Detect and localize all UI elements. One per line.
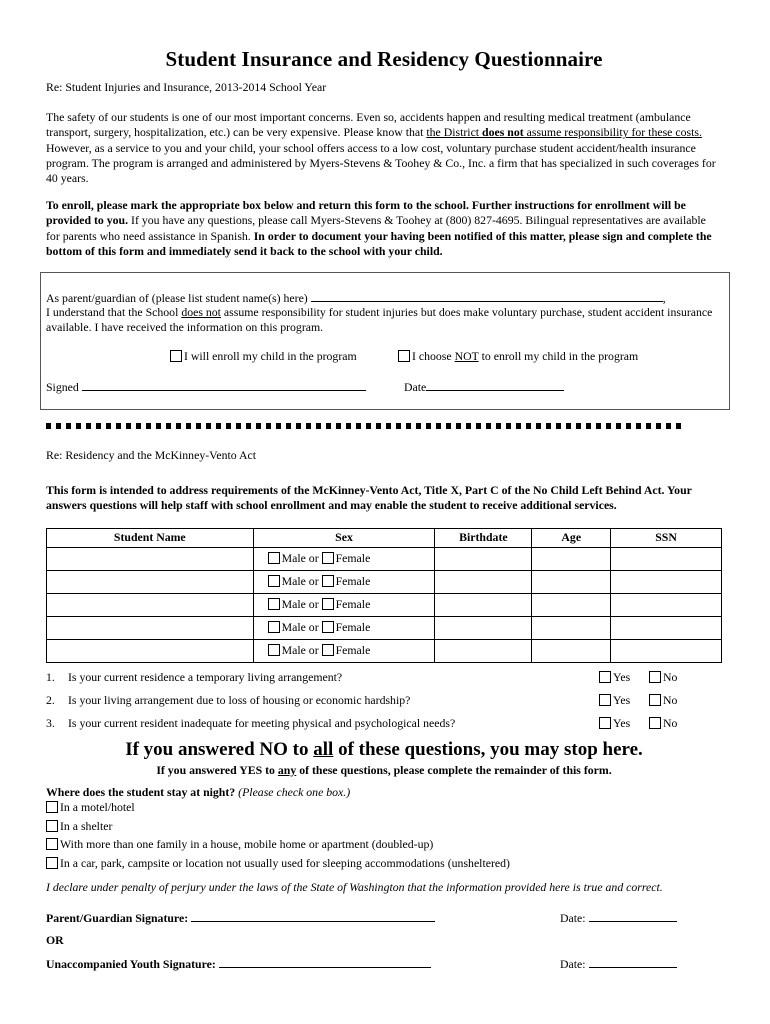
yes-checkbox[interactable] bbox=[599, 694, 611, 706]
night-question: Where does the student stay at night? (Please check one box.) bbox=[46, 785, 351, 799]
ssn-cell[interactable] bbox=[611, 594, 722, 617]
birthdate-cell[interactable] bbox=[435, 571, 532, 594]
understand-text: I understand that the School does not assume responsibility for student injuries but does make voluntary purchase, student accident insurance available. I have received the information on this program. bbox=[46, 305, 713, 335]
student-name-cell[interactable] bbox=[47, 571, 254, 594]
night-option: With more than one family in a house, mobile home or apartment (doubled-up) bbox=[46, 837, 433, 852]
age-cell[interactable] bbox=[532, 548, 611, 571]
enroll-instructions: To enroll, please mark the appropriate box below and return this form to the school. Further instructions for enrollment will be provided to you. If you have any questions, please call Myers-Stevens & Toohey at (800) 827-4695. Bilingual representatives are available for parents who need assistance in Spanish. In order to document your having been notified of this matter, please sign and complete the bottom of this form and immediately send it back to the school with your child. bbox=[46, 198, 712, 258]
enroll-date-field[interactable] bbox=[426, 379, 564, 391]
table-row bbox=[47, 594, 722, 617]
re-residency: Re: Residency and the McKinney-Vento Act bbox=[46, 448, 256, 462]
male-checkbox[interactable] bbox=[268, 575, 280, 587]
or-label: OR bbox=[46, 933, 64, 947]
youth-signature-field[interactable] bbox=[219, 956, 431, 968]
re-insurance: Re: Student Injuries and Insurance, 2013-2014 School Year bbox=[46, 80, 327, 94]
student-name-cell[interactable] bbox=[47, 594, 254, 617]
age-cell[interactable] bbox=[532, 571, 611, 594]
night-option: In a car, park, campsite or location not usually used for sleeping accommodations (unsheltered) bbox=[46, 856, 510, 871]
motel-checkbox[interactable] bbox=[46, 801, 58, 813]
decline-checkbox[interactable] bbox=[398, 350, 410, 362]
male-checkbox[interactable] bbox=[268, 621, 280, 633]
question-3: 3. Is your current resident inadequate for meeting physical and psychological needs? Yes No bbox=[46, 716, 678, 730]
female-checkbox[interactable] bbox=[322, 644, 334, 656]
table-row bbox=[47, 571, 722, 594]
no-checkbox[interactable] bbox=[649, 717, 661, 729]
unsheltered-checkbox[interactable] bbox=[46, 857, 58, 869]
continue-instruction: If you answered YES to any of these questions, please complete the remainder of this form. bbox=[156, 763, 612, 777]
question-1: 1. Is your current residence a temporary living arrangement? Yes No bbox=[46, 670, 678, 684]
birthdate-cell[interactable] bbox=[435, 617, 532, 640]
parent-signature-row: Parent/Guardian Signature: bbox=[46, 910, 435, 926]
table-row bbox=[47, 548, 722, 571]
column-header: Birthdate bbox=[435, 529, 532, 548]
age-cell[interactable] bbox=[532, 594, 611, 617]
ssn-cell[interactable] bbox=[611, 640, 722, 663]
decline-option: I choose NOT to enroll my child in the program bbox=[398, 349, 638, 364]
night-option: In a shelter bbox=[46, 819, 112, 834]
section-divider bbox=[46, 423, 681, 429]
female-checkbox[interactable] bbox=[322, 575, 334, 587]
student-name-cell[interactable] bbox=[47, 617, 254, 640]
ssn-cell[interactable] bbox=[611, 548, 722, 571]
student-names-field[interactable] bbox=[311, 290, 663, 302]
birthdate-cell[interactable] bbox=[435, 548, 532, 571]
student-table bbox=[46, 528, 722, 663]
sex-cell: Male or Female bbox=[253, 594, 435, 617]
sex-cell: Male or Female bbox=[253, 548, 435, 571]
male-checkbox[interactable] bbox=[268, 552, 280, 564]
sex-cell: Male or Female bbox=[253, 640, 435, 663]
question-2: 2. Is your living arrangement due to loss of housing or economic hardship? Yes No bbox=[46, 693, 678, 707]
yes-checkbox[interactable] bbox=[599, 717, 611, 729]
male-checkbox[interactable] bbox=[268, 644, 280, 656]
table-row bbox=[47, 640, 722, 663]
page-title: Student Insurance and Residency Questionnaire bbox=[165, 47, 603, 71]
ssn-cell[interactable] bbox=[611, 571, 722, 594]
parent-date-field[interactable] bbox=[589, 910, 677, 922]
youth-signature-row: Unaccompanied Youth Signature: bbox=[46, 956, 431, 972]
column-header: SSN bbox=[611, 529, 722, 548]
male-checkbox[interactable] bbox=[268, 598, 280, 610]
signed-row: Signed bbox=[46, 379, 366, 395]
birthdate-cell[interactable] bbox=[435, 640, 532, 663]
signature-field[interactable] bbox=[82, 379, 366, 391]
residency-intro: This form is intended to address requirements of the McKinney-Vento Act, Title X, Part C of the No Child Left Behind Act. Your answers questions will help staff with school enrollment and may enable the student to receive additional services. bbox=[46, 483, 692, 513]
column-header: Sex bbox=[253, 529, 435, 548]
yes-checkbox[interactable] bbox=[599, 671, 611, 683]
age-cell[interactable] bbox=[532, 640, 611, 663]
female-checkbox[interactable] bbox=[322, 552, 334, 564]
student-name-cell[interactable] bbox=[47, 548, 254, 571]
table-row bbox=[47, 617, 722, 640]
sex-cell: Male or Female bbox=[253, 571, 435, 594]
age-cell[interactable] bbox=[532, 617, 611, 640]
female-checkbox[interactable] bbox=[322, 621, 334, 633]
student-name-cell[interactable] bbox=[47, 640, 254, 663]
no-checkbox[interactable] bbox=[649, 671, 661, 683]
night-option: In a motel/hotel bbox=[46, 800, 135, 815]
guardian-line: As parent/guardian of (please list student name(s) here) , bbox=[46, 291, 666, 305]
youth-date-field[interactable] bbox=[589, 956, 677, 968]
shelter-checkbox[interactable] bbox=[46, 820, 58, 832]
female-checkbox[interactable] bbox=[322, 598, 334, 610]
stop-heading: If you answered NO to all of these questions, you may stop here. bbox=[125, 739, 643, 760]
youth-date-row: Date: bbox=[560, 956, 677, 972]
date-row: Date bbox=[404, 379, 564, 395]
column-header: Student Name bbox=[47, 529, 254, 548]
enroll-option: I will enroll my child in the program bbox=[170, 349, 357, 364]
doubled-up-checkbox[interactable] bbox=[46, 838, 58, 850]
parent-signature-field[interactable] bbox=[191, 910, 435, 922]
perjury-declaration: I declare under penalty of perjury under the laws of the State of Washington that the information provided here is true and correct. bbox=[46, 880, 663, 894]
table-header-row bbox=[47, 529, 722, 548]
intro-paragraph: The safety of our students is one of our most important concerns. Even so, accidents happen and resulting medical treatment (ambulance transport, surgery, hospitalization, etc.) can be very expensive. Please know that the District does not assume responsibility for these costs. However, as a service to you and your child, your school offers access to a low cost, voluntary purchase student accident/health insurance program. The program is arranged and administered by Myers-Stevens & Toohey & Co., Inc. a firm that has specialized in such coverages for 40 years. bbox=[46, 110, 716, 186]
column-header: Age bbox=[532, 529, 611, 548]
enroll-checkbox[interactable] bbox=[170, 350, 182, 362]
sex-cell: Male or Female bbox=[253, 617, 435, 640]
no-checkbox[interactable] bbox=[649, 694, 661, 706]
birthdate-cell[interactable] bbox=[435, 594, 532, 617]
parent-date-row: Date: bbox=[560, 910, 677, 926]
ssn-cell[interactable] bbox=[611, 617, 722, 640]
